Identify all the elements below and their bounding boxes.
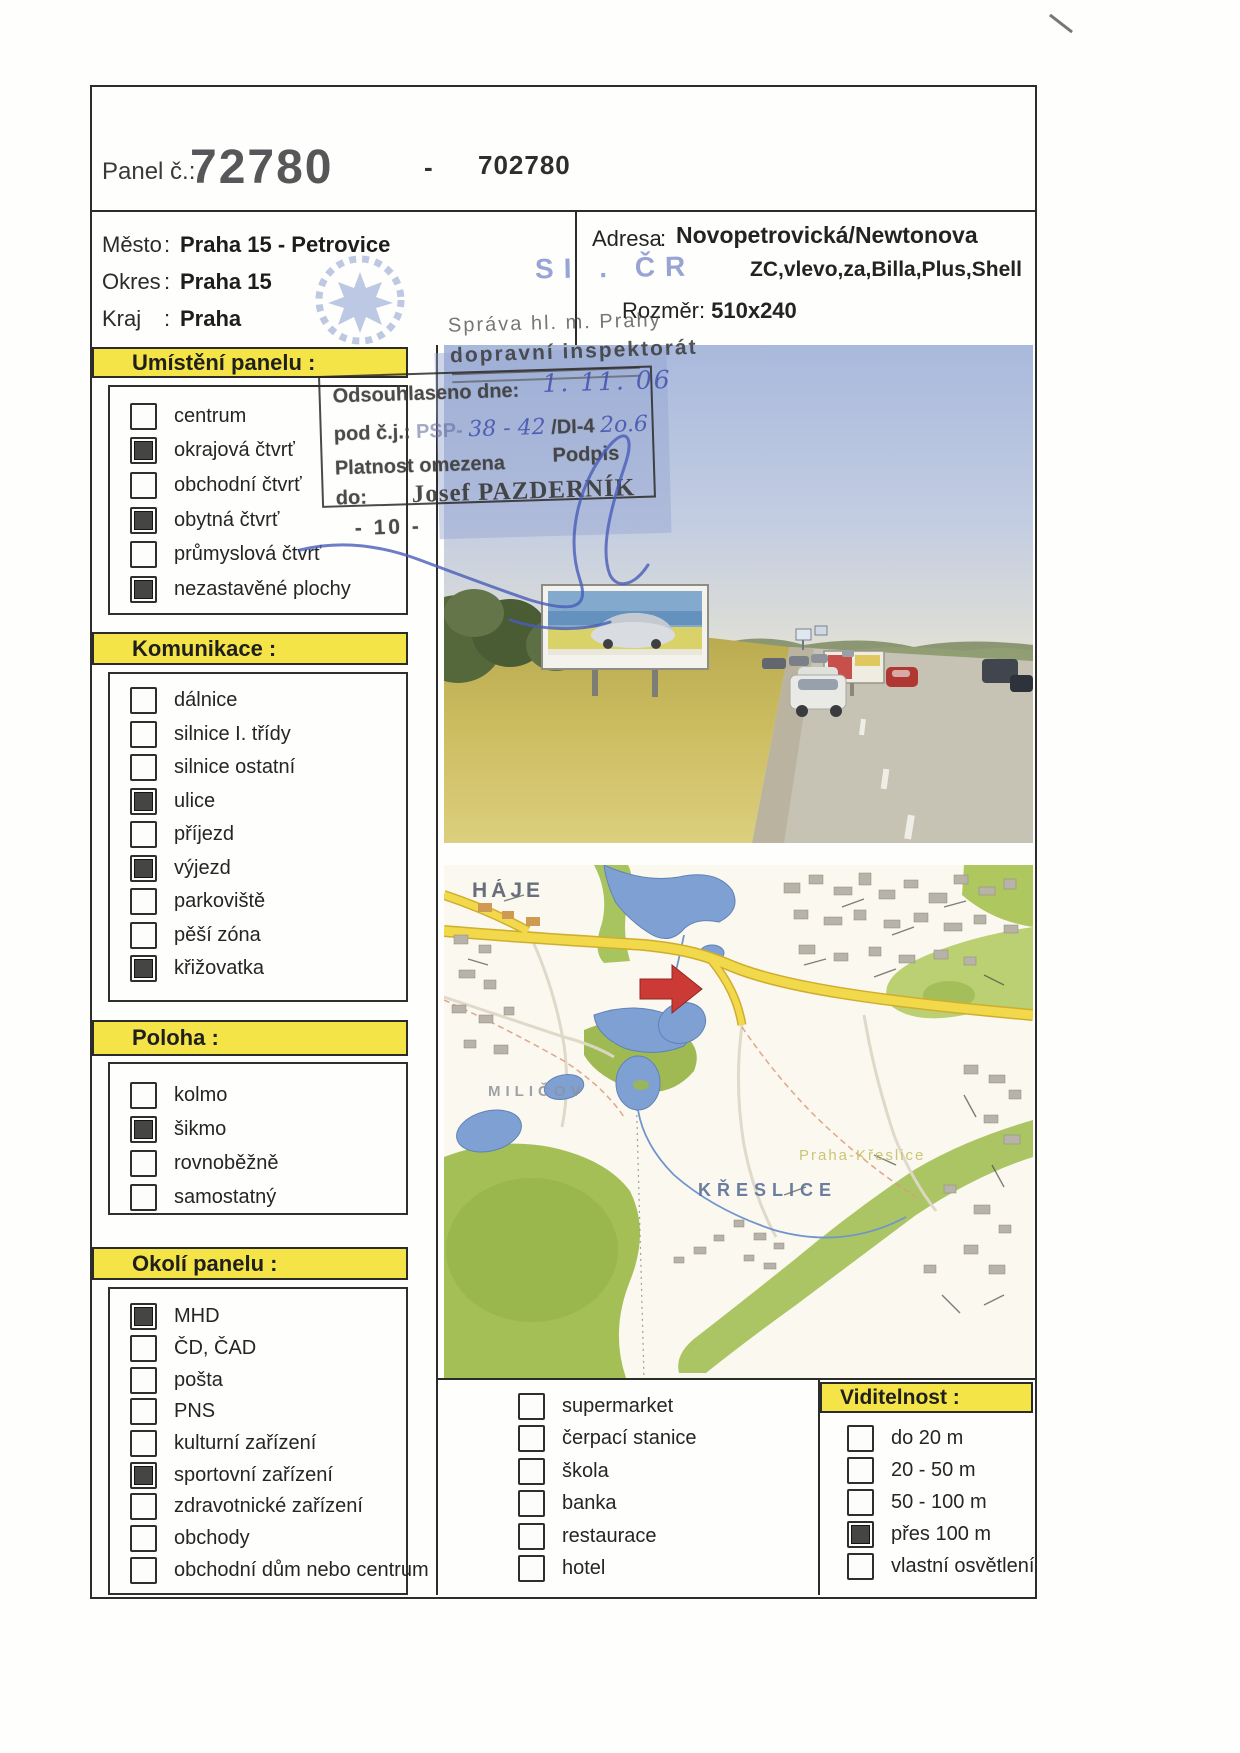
checkbox[interactable] xyxy=(130,1303,157,1330)
checkbox-row xyxy=(518,1390,808,1423)
checkbox[interactable] xyxy=(847,1489,874,1516)
district-value: Praha 15 xyxy=(180,269,272,294)
checkbox[interactable] xyxy=(847,1521,874,1548)
checkbox-row xyxy=(130,1112,406,1146)
checkbox[interactable] xyxy=(847,1457,874,1484)
checkbox[interactable] xyxy=(130,1430,157,1457)
checkbox-row xyxy=(130,751,406,785)
checkbox-row xyxy=(130,785,406,819)
checkbox-label: 50 - 100 m xyxy=(891,1490,987,1513)
checkbox[interactable] xyxy=(130,507,157,534)
viditelnost-group xyxy=(847,1422,1033,1582)
checkbox-row xyxy=(847,1454,1033,1486)
panel-number-separator: - xyxy=(424,152,433,182)
checkbox[interactable] xyxy=(130,955,157,982)
approved-date-handwritten: 1. 11. 06 xyxy=(541,364,673,398)
checkbox-label: ulice xyxy=(174,789,216,812)
checkbox-label: ČD, ČAD xyxy=(174,1337,257,1360)
checkbox-label: šikmo xyxy=(174,1117,227,1140)
checkbox-row xyxy=(130,684,406,718)
checkbox-row xyxy=(130,885,406,919)
checkbox[interactable] xyxy=(518,1555,545,1582)
checkbox-row xyxy=(130,1459,406,1491)
checkbox-row xyxy=(130,1301,406,1333)
checkbox[interactable] xyxy=(130,721,157,748)
validity-label: Platnost omezena xyxy=(334,452,506,480)
signer-name: Josef PAZDERNÍK xyxy=(411,474,636,509)
checkbox-row xyxy=(847,1518,1033,1550)
city-value: Praha 15 - Petrovice xyxy=(180,232,391,257)
checkbox-label: hotel xyxy=(562,1557,606,1580)
checkbox[interactable] xyxy=(130,788,157,815)
round-stamp-star-icon xyxy=(310,252,410,348)
checkbox-label: zdravotnické zařízení xyxy=(174,1495,363,1518)
checkbox-label: banka xyxy=(562,1492,617,1515)
checkbox[interactable] xyxy=(130,437,157,464)
poloha-group xyxy=(108,1062,408,1215)
checkbox-label: sportovní zařízení xyxy=(174,1463,333,1486)
section-title: Umístění panelu : xyxy=(132,349,316,375)
section-title: Komunikace : xyxy=(132,635,277,661)
section-title: Okolí panelu : xyxy=(132,1250,278,1276)
validity-to-label: do: xyxy=(335,486,368,510)
checkbox-label: do 20 m xyxy=(891,1426,964,1449)
checkbox-label: křižovatka xyxy=(174,957,265,980)
checkbox-label: obchody xyxy=(174,1527,250,1550)
checkbox-label: parkoviště xyxy=(174,890,266,913)
checkbox-label: obytná čtvrť xyxy=(174,508,280,531)
checkbox-label: příjezd xyxy=(174,823,235,846)
checkbox-row xyxy=(130,919,406,953)
checkbox[interactable] xyxy=(130,1525,157,1552)
size-label: Rozměr: xyxy=(622,298,706,323)
header-divider-line xyxy=(90,210,1035,212)
panel-number-value: 72780 xyxy=(190,141,334,194)
checkbox[interactable] xyxy=(130,1557,157,1584)
checkbox[interactable] xyxy=(130,1184,157,1211)
checkbox-label: samostatný xyxy=(174,1185,277,1208)
checkbox-label: čerpací stanice xyxy=(562,1427,697,1450)
checkbox-label: restaurace xyxy=(562,1524,657,1547)
checkbox-label: rovnoběžně xyxy=(174,1151,279,1174)
map-pond-island xyxy=(633,1080,649,1090)
ref-prefix: PSP- xyxy=(415,419,464,443)
checkbox-row xyxy=(130,1078,406,1112)
map-label-haje: HÁJE xyxy=(472,879,545,902)
checkbox-row xyxy=(130,852,406,886)
section-header-viditelnost xyxy=(820,1382,1033,1413)
ref-number-handwritten: 38 - 42 xyxy=(467,414,547,443)
stamp-authority-line1: Správa hl. m. Prahy xyxy=(447,309,662,337)
checkbox[interactable] xyxy=(130,754,157,781)
checkbox-label: obchodní dům nebo centrum xyxy=(174,1558,429,1581)
checkbox-label: okrajová čtvrť xyxy=(174,439,295,462)
region-label: Kraj xyxy=(102,306,142,331)
section-header-umisteni xyxy=(92,347,408,378)
district-label: Okres xyxy=(102,269,161,294)
checkbox[interactable] xyxy=(130,855,157,882)
checkbox-row xyxy=(130,1333,406,1365)
map-label-milicov: MILIČOV xyxy=(488,1083,586,1100)
checkbox-label: silnice I. třídy xyxy=(174,722,291,745)
checkbox-label: vlastní osvětlení xyxy=(891,1554,1035,1577)
checkbox-label: nezastavěné plochy xyxy=(174,577,351,600)
map-label-kreslice: KŘESLICE xyxy=(698,1180,838,1200)
ref-label: pod č.j.: xyxy=(333,421,411,446)
region-row xyxy=(102,306,241,332)
checkbox-label: PNS xyxy=(174,1400,216,1423)
checkbox-row xyxy=(518,1553,808,1586)
checkbox-label: škola xyxy=(562,1459,609,1482)
panel-number-label: Panel č.: xyxy=(102,158,196,185)
location-map xyxy=(444,865,1033,1378)
checkbox-label: centrum xyxy=(174,404,247,427)
checkbox-row xyxy=(130,1180,406,1214)
checkbox-label: přes 100 m xyxy=(891,1522,992,1545)
checkbox[interactable] xyxy=(518,1458,545,1485)
checkbox-row xyxy=(518,1423,808,1456)
amenities-group xyxy=(518,1390,808,1585)
checkbox[interactable] xyxy=(130,1462,157,1489)
checkbox-row xyxy=(130,1491,406,1523)
colon: : xyxy=(163,269,171,294)
city-label: Město xyxy=(102,232,162,257)
size-value: 510x240 xyxy=(711,298,797,323)
checkbox[interactable] xyxy=(130,472,157,499)
approved-label: Odsouhlaseno dne: xyxy=(332,379,520,408)
address-label: Adresa xyxy=(592,226,662,251)
ref-year-handwritten: 2o.6 xyxy=(599,411,649,439)
checkbox[interactable] xyxy=(518,1523,545,1550)
ref-suffix: /DI-4 xyxy=(550,415,595,439)
signature-scribble xyxy=(280,390,680,660)
checkbox-row xyxy=(130,1428,406,1460)
checkbox-row xyxy=(130,1364,406,1396)
checkbox[interactable] xyxy=(130,1082,157,1109)
komunikace-group xyxy=(108,672,408,1002)
checkbox[interactable] xyxy=(518,1490,545,1517)
address-line1: Novopetrovická/Newtonova xyxy=(676,222,978,248)
checkbox-row xyxy=(130,1146,406,1180)
colon: : xyxy=(163,306,171,331)
panel-ref-number: 702780 xyxy=(478,150,571,180)
section-header-okoli xyxy=(92,1247,408,1280)
checkbox-row xyxy=(518,1488,808,1521)
checkbox[interactable] xyxy=(130,821,157,848)
address-line2: ZC,vlevo,za,Billa,Plus,Shell xyxy=(750,258,1022,281)
section-title: Viditelnost : xyxy=(840,1385,960,1409)
checkbox-row xyxy=(847,1486,1033,1518)
checkbox[interactable] xyxy=(847,1553,874,1580)
checkbox[interactable] xyxy=(130,576,157,603)
checkbox-label: výjezd xyxy=(174,856,231,879)
checkbox[interactable] xyxy=(130,403,157,430)
checkbox-label: 20 - 50 m xyxy=(891,1458,976,1481)
colon: : xyxy=(660,226,667,251)
checkbox-row xyxy=(847,1422,1033,1454)
region-value: Praha xyxy=(180,306,242,331)
stamp-number: - 10 - xyxy=(354,514,423,540)
checkbox-row xyxy=(130,718,406,752)
map-label-praha-kreslice: Praha-Křeslice xyxy=(799,1147,926,1164)
section-title: Poloha : xyxy=(132,1025,219,1050)
checkbox-label: pošta xyxy=(174,1368,223,1391)
colon: : xyxy=(163,232,171,257)
checkbox-row xyxy=(847,1550,1033,1582)
checkbox[interactable] xyxy=(130,1398,157,1425)
checkbox[interactable] xyxy=(518,1425,545,1452)
checkbox-row xyxy=(518,1520,808,1553)
checkbox[interactable] xyxy=(130,541,157,568)
checkbox[interactable] xyxy=(130,1335,157,1362)
checkbox[interactable] xyxy=(130,1367,157,1394)
checkbox-row xyxy=(130,1396,406,1428)
checkbox-label: silnice ostatní xyxy=(174,756,296,779)
checkbox[interactable] xyxy=(130,1493,157,1520)
checkbox[interactable] xyxy=(130,687,157,714)
district-row xyxy=(102,269,272,295)
checkbox[interactable] xyxy=(130,922,157,949)
checkbox[interactable] xyxy=(518,1393,545,1420)
checkbox-label: obchodní čtvrť xyxy=(174,473,302,496)
scan-artifact xyxy=(1049,14,1073,34)
checkbox-row xyxy=(130,952,406,986)
checkbox-label: MHD xyxy=(174,1305,220,1328)
checkbox-row xyxy=(130,818,406,852)
okoli-group xyxy=(108,1287,429,1595)
section-header-poloha xyxy=(92,1020,408,1056)
checkbox[interactable] xyxy=(130,888,157,915)
bottom-section-line xyxy=(436,1378,1035,1380)
checkbox-label: průmyslová čtvrť xyxy=(174,543,322,566)
checkbox-label: kolmo xyxy=(174,1083,228,1106)
checkbox-row xyxy=(130,1555,429,1587)
checkbox[interactable] xyxy=(130,1116,157,1143)
checkbox[interactable] xyxy=(130,1150,157,1177)
checkbox-label: dálnice xyxy=(174,689,238,712)
checkbox-label: supermarket xyxy=(562,1394,674,1417)
checkbox-label: kulturní zařízení xyxy=(174,1432,317,1455)
checkbox[interactable] xyxy=(847,1425,874,1452)
blue-stamp-fragment: SI . ČR xyxy=(534,250,696,285)
stamp-authority-line2: dopravní inspektorát xyxy=(449,335,699,368)
signature-label: Podpis xyxy=(552,442,620,467)
checkbox-row xyxy=(130,1523,406,1555)
checkbox-row xyxy=(518,1455,808,1488)
checkbox-label: pěší zóna xyxy=(174,923,261,946)
